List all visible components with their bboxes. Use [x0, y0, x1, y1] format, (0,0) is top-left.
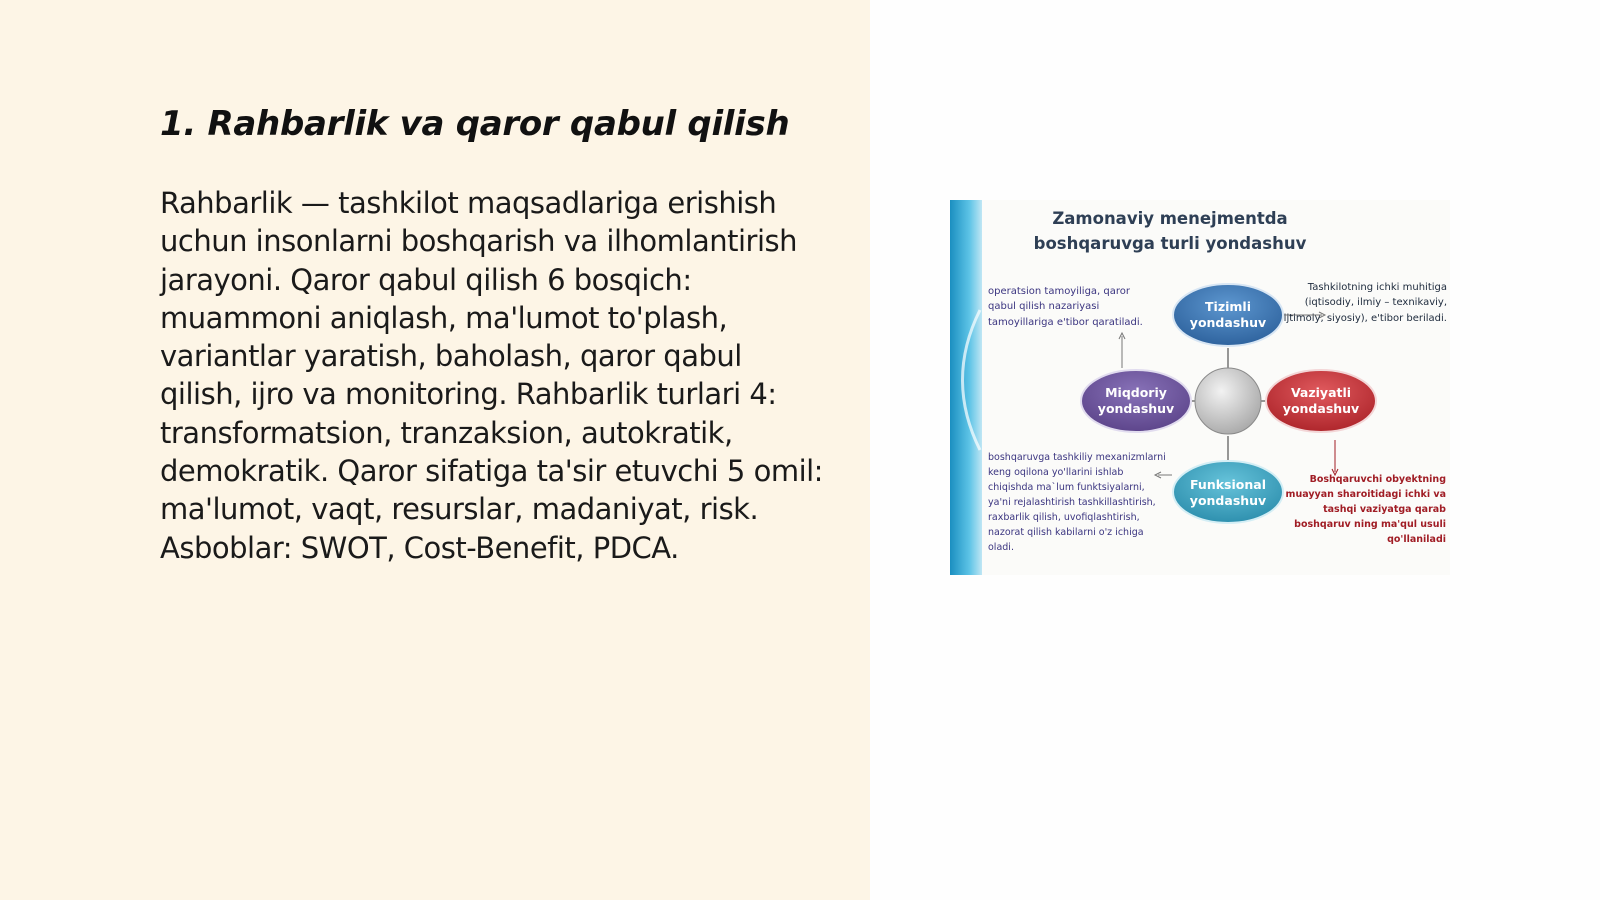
diagram-title: Zamonaviy menejmentda boshqaruvga turli yondashuv [1033, 209, 1307, 253]
decorative-side-bar [950, 200, 982, 575]
note-bottom-right: Boshqaruvchi obyektning muayyan sharoitidagi ichki va tashqi vaziyatga qarab boshqaruv ning ma'qul usuli qo'llaniladi [1285, 474, 1446, 545]
slide-body-text: Rahbarlik — tashkilot maqsadlariga erishish uchun insonlarni boshqarish va ilhomlantirish jarayoni. Qaror qabul qilish 6 bosqich: muammoni aniqlash, ma'lumot to'plash, variantlar yaratish, baholash, qaror qabul qilish, ijro va monitoring. Rahbarlik turlari 4: transformatsion, tranzaksion, autokratik, demokratik. Qaror sifatiga ta'sir etuvchi 5 omil: ma'lumot, vaqt, resurslar, madaniyat, risk. Asboblar: SWOT, Cost-Benefit, PDCA. [160, 186, 823, 565]
note-top-left: operatsion tamoyiliga, qaror qabul qilish nazariyasi tamoyillariga e'tibor qaratiladi. [988, 286, 1143, 328]
slide-title: 1. Rahbarlik va qaror qabul qilish [160, 104, 790, 144]
node-tizimli-label: Tizimli yondashuv [1189, 299, 1267, 330]
node-vaziyatli-label: Vaziyatli yondashuv [1282, 385, 1360, 416]
note-top-right: Tashkilotning ichki muhitiga (iqtisodiy, ilmiy – texnikaviy, ijtimoiy, siyosiy), e'tibor beriladi. [1283, 282, 1447, 324]
node-funksional-label: Funksional yondashuv [1189, 477, 1267, 508]
node-miqdoriy-label: Miqdoriy yondashuv [1097, 385, 1175, 416]
note-bottom-left: boshqaruvga tashkiliy mexanizmlarni keng oqilona yo'llarini ishlab chiqishda ma`lum funktsiyalarni, ya'ni rejalashtirish tashkillashtirish, raxbarlik qilish, uvofiqlashtirish, nazorat qilish kabilarni o'z ichiga oladi. [988, 452, 1166, 553]
center-hub [1195, 368, 1261, 434]
management-approaches-diagram [950, 200, 1450, 575]
